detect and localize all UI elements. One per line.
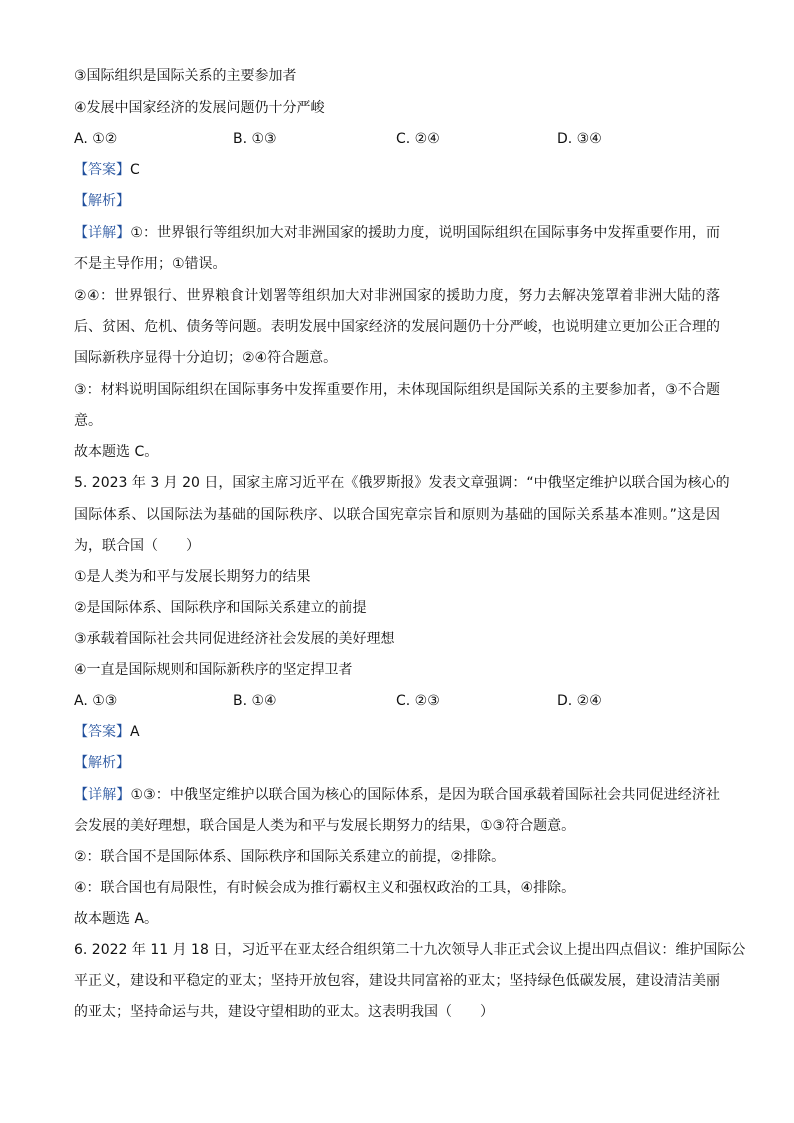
q5-option-b: B. ①④ xyxy=(233,693,277,709)
q6-stem-1: 6. 2022 年 11 月 18 日，习近平在亚太经合组织第二十九次领导人非正式会议上提出四点倡议：维护国际公 xyxy=(74,942,746,958)
q4-option-a: A. ①② xyxy=(74,131,118,147)
q6-stem-2: 平正义，建设和平稳定的亚太；坚持开放包容，建设共同富裕的亚太；坚持绿色低碳发展，建设清洁美丽 xyxy=(74,973,720,989)
q4-detail-2c: 国际新秩序显得十分迫切；②④符合题意。 xyxy=(74,350,338,366)
q5-stem-2: 国际体系、以国际法为基础的国际秩序、以联合国宪章宗旨和原则为基础的国际关系基本准则。”这是因 xyxy=(74,507,720,523)
q5-conclusion: 故本题选 A。 xyxy=(74,911,159,927)
q4-statement-3: ③国际组织是国际关系的主要参加者 xyxy=(74,68,297,84)
q4-detail-1: 【详解】①：世界银行等组织加大对非洲国家的援助力度，说明国际组织在国际事务中发挥重要作用，而 xyxy=(74,225,720,241)
q5-stem-1: 5. 2023 年 3 月 20 日，国家主席习近平在《俄罗斯报》发表文章强调：“中俄坚定维护以联合国为核心的 xyxy=(74,475,730,491)
q4-detail-2a: ②④：世界银行、世界粮食计划署等组织加大对非洲国家的援助力度，努力去解决笼罩着非洲大陆的落 xyxy=(74,288,720,304)
q5-option-c: C. ②③ xyxy=(396,693,440,709)
detail-tag: 【详解】 xyxy=(74,225,131,241)
q5-statement-2: ②是国际体系、国际秩序和国际关系建立的前提 xyxy=(74,600,367,616)
q5-statement-1: ①是人类为和平与发展长期努力的结果 xyxy=(74,569,311,585)
q5-statement-4: ④一直是国际规则和国际新秩序的坚定捍卫者 xyxy=(74,662,353,678)
q5-detail-2: ②：联合国不是国际体系、国际秩序和国际关系建立的前提，②排除。 xyxy=(74,849,506,865)
answer-tag: 【答案】 xyxy=(74,162,130,178)
q5-option-a: A. ①③ xyxy=(74,693,118,709)
q5-detail-3: ④：联合国也有局限性，有时候会成为推行霸权主义和强权政治的工具，④排除。 xyxy=(74,880,576,896)
q5-answer xyxy=(74,722,140,742)
answer-value: C xyxy=(130,162,140,178)
answer-value: A xyxy=(130,724,140,740)
q4-detail-1b: 不是主导作用；①错误。 xyxy=(74,256,227,272)
detail-tag: 【详解】 xyxy=(74,787,131,803)
q4-conclusion: 故本题选 C。 xyxy=(74,444,159,460)
answer-tag: 【答案】 xyxy=(74,724,130,740)
q5-statement-3: ③承载着国际社会共同促进经济社会发展的美好理想 xyxy=(74,631,395,647)
q5-detail-1: 【详解】①③：中俄坚定维护以联合国为核心的国际体系，是因为联合国承载着国际社会共同促进经济社 xyxy=(74,787,720,803)
q4-detail-3a: ③：材料说明国际组织在国际事务中发挥重要作用，未体现国际组织是国际关系的主要参加者，③不合题 xyxy=(74,382,720,398)
q4-option-d: D. ③④ xyxy=(557,131,602,147)
q4-statement-4: ④发展中国家经济的发展问题仍十分严峻 xyxy=(74,100,325,116)
q4-detail-2b: 后、贫困、危机、债务等问题。表明发展中国家经济的发展问题仍十分严峻，也说明建立更加公正合理的 xyxy=(74,319,720,335)
q5-option-d: D. ②④ xyxy=(557,693,602,709)
q4-answer xyxy=(74,160,140,180)
q5-stem-3: 为，联合国（ ） xyxy=(74,538,200,554)
q4-option-b: B. ①③ xyxy=(233,131,277,147)
q4-detail-3b: 意。 xyxy=(74,413,102,429)
q6-stem-3: 的亚太；坚持命运与共，建设守望相助的亚太。这表明我国（ ） xyxy=(74,1004,494,1020)
q5-analysis-tag: 【解析】 xyxy=(74,755,130,771)
q4-analysis-tag: 【解析】 xyxy=(74,193,130,209)
q5-detail-1b: 会发展的美好理想，联合国是人类为和平与发展长期努力的结果，①③符合题意。 xyxy=(74,818,576,834)
q4-option-c: C. ②④ xyxy=(396,131,440,147)
